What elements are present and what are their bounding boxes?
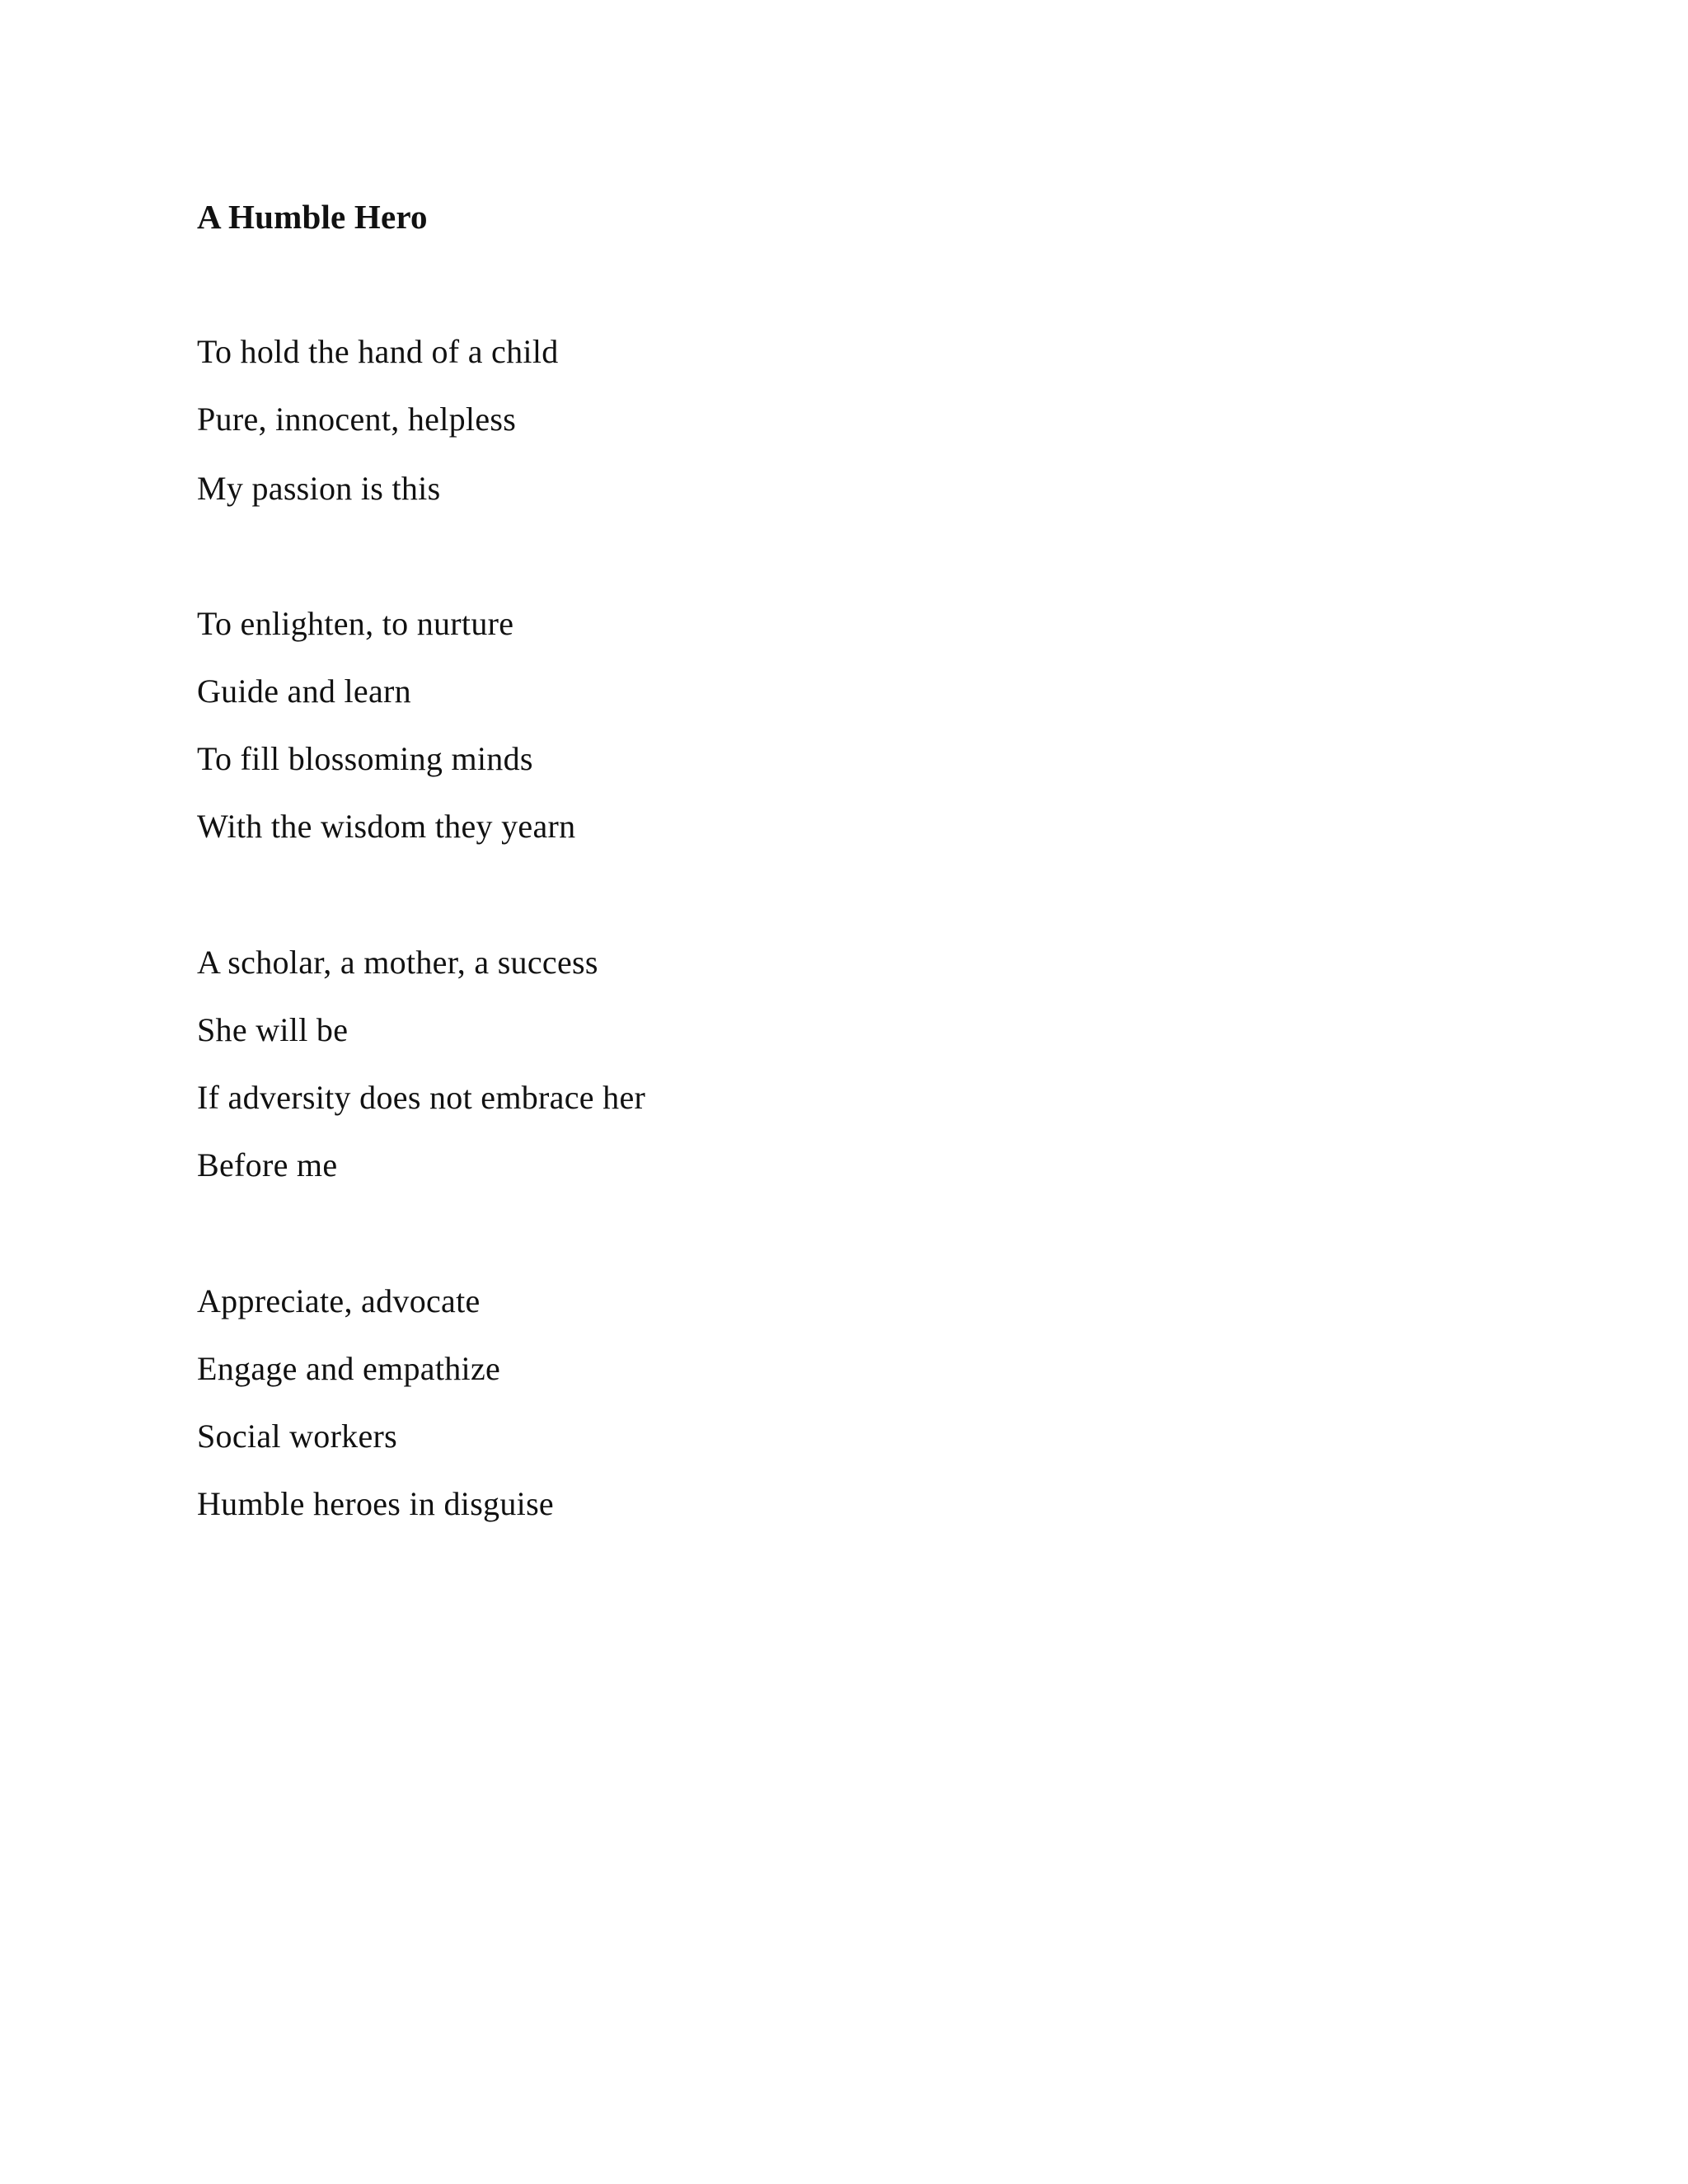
poem-line: To hold the hand of a child	[197, 333, 559, 370]
poem-line: She will be	[197, 1011, 349, 1048]
poem-line: Pure, innocent, helpless	[197, 401, 517, 438]
poem-line: With the wisdom they yearn	[197, 808, 576, 845]
poem-line: To enlighten, to nurture	[197, 605, 514, 642]
poem-line: Humble heroes in disguise	[197, 1485, 554, 1522]
poem-line: If adversity does not embrace her	[197, 1079, 646, 1116]
poem-line: My passion is this	[197, 470, 441, 507]
poem-title: A Humble Hero	[197, 198, 428, 236]
poem-line: Guide and learn	[197, 673, 411, 710]
poem-line: Appreciate, advocate	[197, 1282, 481, 1319]
poem-line: To fill blossoming minds	[197, 740, 533, 777]
poem-line: Social workers	[197, 1418, 398, 1455]
poem-line: A scholar, a mother, a success	[197, 944, 598, 981]
poem-line: Engage and empathize	[197, 1350, 501, 1387]
poem-line: Before me	[197, 1146, 338, 1183]
